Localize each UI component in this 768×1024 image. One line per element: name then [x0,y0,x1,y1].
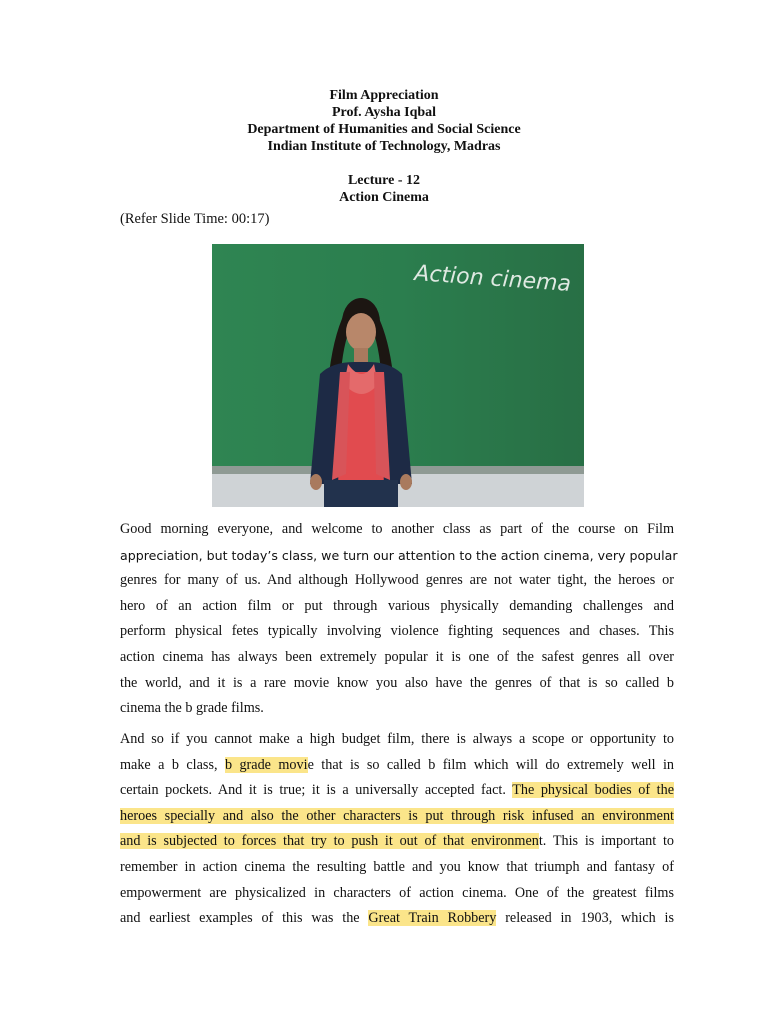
department-name: Department of Humanities and Social Science [247,122,521,137]
text-line: Good morning everyone, and welcome to another class as part of the course on Film [120,521,674,537]
document-header [0,87,768,206]
lecture-topic: Action Cinema [339,190,429,205]
text-line: action cinema has always been extremely popular it is one of the safest genres all over [120,648,674,665]
text-line: perform physical fetes typically involving violence fighting sequences and chases. This [120,623,674,640]
course-title: Film Appreciation [329,88,439,103]
text-line: cinema the b grade films. [120,700,264,717]
chalkboard-writing: Action cinema [413,261,572,297]
paragraph-2 [120,727,674,932]
highlighted-text: b grade movi [224,756,308,773]
text-line: empowerment are physicalized in characters of action cinema. One of the greatest films [120,884,674,901]
text-line: make a b class, b grade movie that is so called b film which will do extremely well in [120,756,675,773]
text-line: the world, and it is a rare movie know you also have the genres of that is so called b [120,674,674,691]
slide-time-reference: (Refer Slide Time: 00:17) [120,211,270,227]
paragraph-1 [120,517,678,722]
text-line: And so if you cannot make a high budget film, there is always a scope or opportunity to [120,731,674,747]
institute-name: Indian Institute of Technology, Madras [267,139,501,154]
text-line: genres for many of us. And although Hollywood genres are not water tight, the heroes or [120,572,674,589]
text-line: remember in action cinema the resulting battle and you know that triumph and fantasy of [120,858,674,875]
highlighted-text: The physical bodies of the [512,782,675,799]
text-line: appreciation, but today’s class, we turn our attention to the action cinema, very popular [120,547,678,563]
highlighted-text: and is subjected to forces that try to push it out of that environmen [120,833,539,850]
lecture-frame-image [212,244,584,507]
text-line: and earliest examples of this was the Great Train Robbery released in 1903, which is [120,910,675,927]
lecture-video-frame [212,244,584,507]
text-line: and is subjected to forces that try to push it out of that environment. This is important to [120,833,674,850]
lecture-number: Lecture - 12 [347,173,421,188]
text-line: certain pockets. And it is true; it is a universally accepted fact. The physical bodies of the [120,782,675,799]
professor-name: Prof. Aysha Iqbal [331,105,437,120]
highlighted-text: Great Train Robbery [368,910,497,927]
text-line: hero of an action film or put through various physically demanding challenges and [120,597,674,614]
text-line [120,804,674,830]
highlighted-text: heroes specially and also the other characters is put through risk infused an environment [120,807,674,824]
